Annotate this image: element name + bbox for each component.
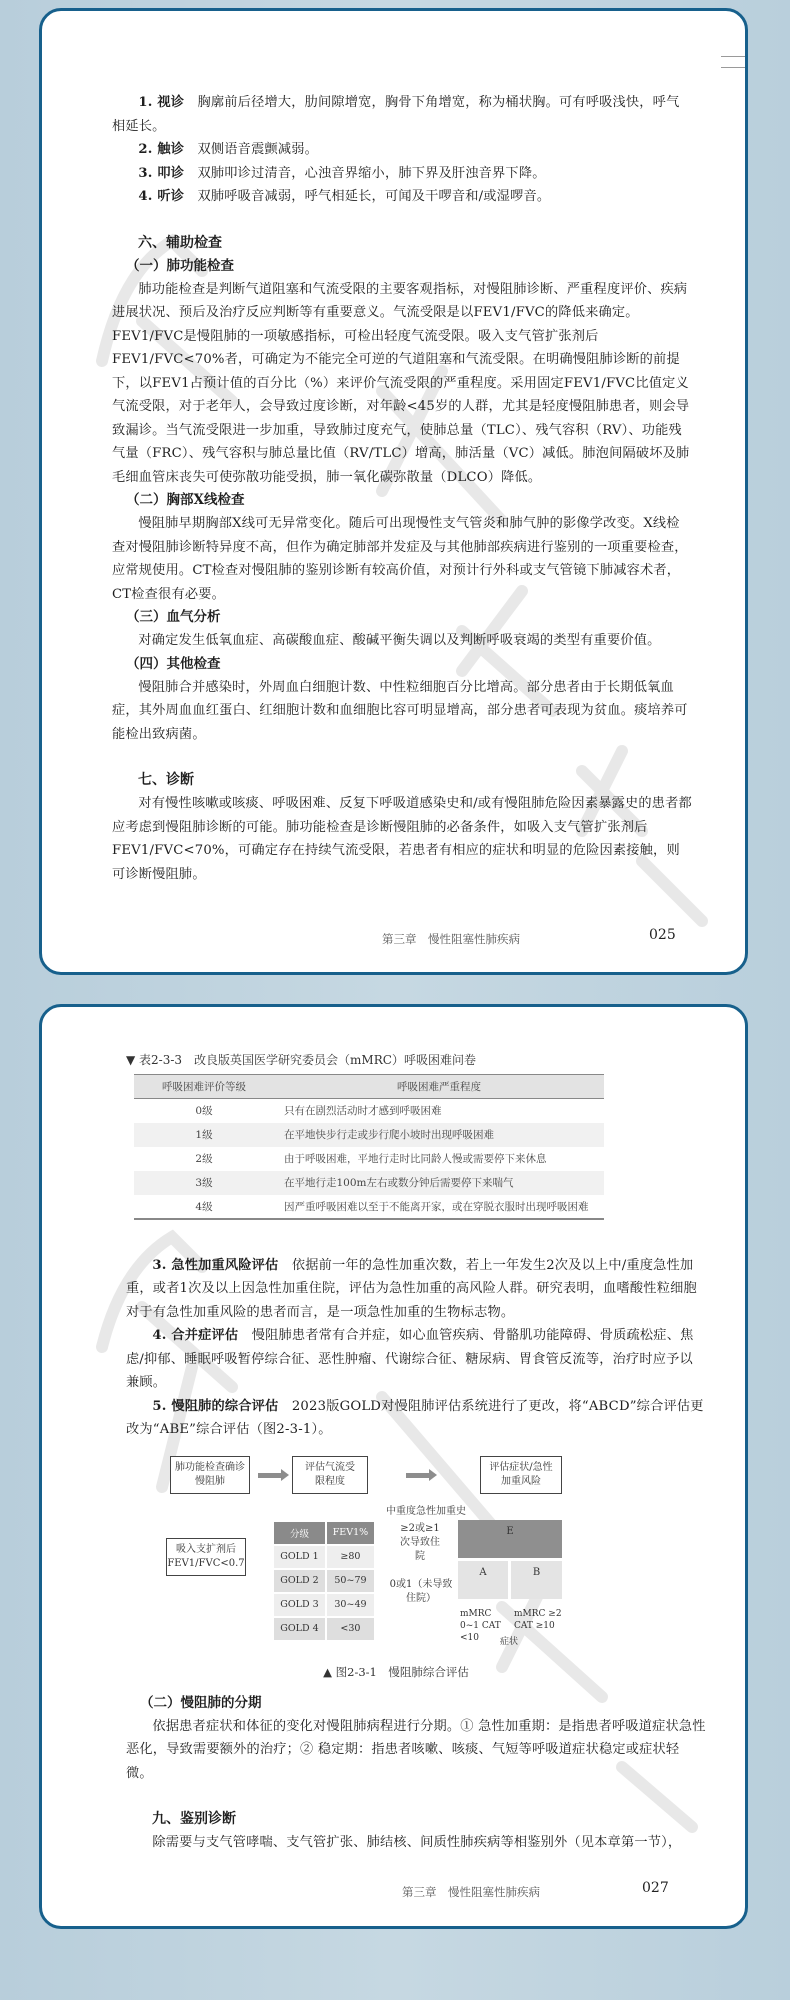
table-header-row (134, 1075, 604, 1099)
running-footer-chapter: 第三章 慢性阻塞性肺疾病 (382, 932, 520, 946)
paragraph: 5. 慢阻肺的综合评估 2023版GOLD对慢阻肺评估系统进行了更改，将“ABCD”综合评估更改为“ABE”综合评估（图2-3-1）。 (126, 1398, 704, 1437)
paragraph: 除需要与支气管哮喘、支气管扩张、肺结核、间质性肺疾病等相鉴别外（见本章第一节）， (152, 1835, 682, 1850)
symptom-high-label: mMRC ≥2 CAT ≥10 (514, 1608, 562, 1631)
group-b-cell: B (511, 1561, 562, 1599)
table-row: 4级 因严重呼吸困难以至于不能离开家，或在穿脱衣服时出现呼吸困难 (195, 1200, 589, 1213)
symptom-axis-label: 症状 (500, 1636, 519, 1647)
section-heading: 九、鉴别诊断 (152, 1811, 236, 1827)
paragraph: 4. 合并症评估 慢阻肺患者常有合并症，如心血管疾病、骨骼肌功能障碍、骨质疏松症、焦虑/抑郁、睡眠呼吸暂停综合征、恶性肿瘤、代谢综合征、糖尿病、胃食管反流等，治疗时应予以兼顾。 (126, 1328, 694, 1390)
section-heading: 六、辅助检查 (138, 234, 222, 251)
exam-item: 1. 视诊 胸廓前后径增大，肋间隙增宽，胸骨下角增宽，称为桶状胸。可有呼吸浅快，呼气相延长。 (112, 95, 680, 134)
high-risk-label: ≥2或≥1次导致住院 (400, 1522, 440, 1562)
column-header: 呼吸困难严重程度 (274, 1075, 604, 1099)
exam-item: 2. 触诊 双侧语音震颤减弱。 (138, 142, 319, 157)
table-row: 2级 由于呼吸困难，平地行走时比同龄人慢或需要停下来休息 (195, 1153, 547, 1165)
column-header: 呼吸困难评价等级 (134, 1075, 274, 1099)
table-row: 3级 在平地行走100m左右或数分钟后需要停下来喘气 (134, 1171, 604, 1195)
section-heading: 七、诊断 (138, 772, 194, 788)
book-page-025 (39, 8, 748, 975)
gold-grade-table: 分级 FEV1% GOLD 1 ≥80 GOLD 2 50~79 GOLD 3 30~49 GOLD 4 <30 (272, 1520, 376, 1642)
exam-item: 3. 叩诊 双肺叩诊过清音，心浊音界缩小，肺下界及肝浊音界下降。 (138, 165, 546, 181)
subsection-heading: （二）慢阻肺的分期 (140, 1694, 262, 1711)
subsection-heading: （二）胸部X线检查 (126, 492, 245, 508)
paragraph: 对有慢性咳嗽或咳痰、呼吸困难、反复下呼吸道感染史和/或有慢阻肺危险因素暴露史的患者都应考虑到慢阻肺诊断的可能。肺功能检查是诊断慢阻肺的必备条件，如吸入支气管扩张剂后FEV1/FVC<70%，可确定存在持续气流受限，若患者有相应的症状和明显的危险因素接触，则可诊断慢阻肺。 (112, 796, 692, 882)
group-e-cell: E (458, 1520, 562, 1558)
paragraph: 对确定发生低氧血症、高碳酸血症、酸碱平衡失调以及判断呼吸衰竭的类型有重要价值。 (138, 633, 661, 648)
paragraph: 肺功能检查是判断气道阻塞和气流受限的主要客观指标，对慢阻肺诊断、严重程度评价、疾病进展状况、预后及治疗反应判断等有重要意义。气流受限是以FEV1/FVC的降低来确定。FEV1/FVC是慢阻肺的一项敏感指标，可检出轻度气流受限。吸入支气管扩张剂后FEV1/FVC<70%者，可确定为不能完全可逆的气道阻塞和气流受限。在明确慢阻肺诊断的前提下，以FEV1占预计值的百分比（%）来评价气流受限的严重程度。采用固定FEV1/FVC比值定义气流受限，对于老年人，会导致过度诊断，对年龄<45岁的人群，尤其是轻度慢阻肺患者，则会导致漏诊。当气流受限进一步加重，导致肺过度充气，使肺总量（TLC）、残气容积（RV）、功能残气量（FRC）、残气容积与肺总量比值（RV/TLC）增高，肺活量（VC）减低。肺泡间隔破坏及肺毛细血管床丧失可使弥散功能受损，肺一氧化碳弥散量（DLCO）降低。 (112, 281, 690, 485)
figure-caption: ▲ 图2-3-1 慢阻肺综合评估 (323, 1664, 469, 1679)
table-row: 1级 在平地快步行走或步行爬小坡时出现呼吸困难 (134, 1123, 604, 1147)
mmrc-table (134, 1074, 604, 1220)
exacerbation-history-label: 中重度急性加重史 (386, 1505, 466, 1517)
arrow-right-icon (258, 1473, 282, 1478)
group-a-cell: A (458, 1561, 508, 1599)
page-number: 025 (649, 927, 676, 943)
page-number: 027 (642, 1880, 669, 1896)
table-row: 0级 只有在剧烈活动时才感到呼吸困难 (195, 1105, 442, 1118)
step-box-symptoms: 评估症状/急性加重风险 (480, 1456, 562, 1494)
table-caption: ▼ 表2-3-3 改良版英国医学研究委员会（mMRC）呼吸困难问卷 (126, 1053, 476, 1067)
paragraph: 慢阻肺早期胸部X线可无异常变化。随后可出现慢性支气管炎和肺气肿的影像学改变。X线检查对慢阻肺诊断特异度不高，但作为确定肺部并发症及与其他肺部疾病进行鉴别的一项重要检查，应常规使用。CT检查对慢阻肺的鉴别诊断有较高价值，对预计行外科或支气管镜下肺减容术者，CT检查很有必要。 (112, 516, 688, 602)
page-body (126, 1051, 706, 1855)
low-risk-label: 0或1（未导致住院） (389, 1578, 453, 1604)
exam-item: 4. 听诊 双肺呼吸音减弱，呼气相延长，可闻及干啰音和/或湿啰音。 (138, 189, 551, 204)
page-body (112, 91, 692, 886)
paragraph: 3. 急性加重风险评估 依据前一年的急性加重次数，若上一年发生2次及以上中/重度急性加重，或者1次及以上因急性加重住院，评估为急性加重的高风险人群。研究表明，血嗜酸性粒细胞对于有急性加重风险的患者而言，是一项急性加重的生物标志物。 (126, 1257, 697, 1320)
page-edge-mark (721, 56, 745, 57)
subsection-heading: （三）血气分析 (126, 609, 221, 625)
paragraph: 慢阻肺合并感染时，外周血白细胞计数、中性粒细胞百分比增高。部分患者由于长期低氧血症，其外周血血红蛋白、红细胞计数和血细胞比容可明显增高，部分患者可表现为贫血。痰培养可能检出致病菌。 (112, 679, 688, 742)
subsection-heading: （四）其他检查 (126, 655, 221, 672)
book-page-027 (39, 1004, 748, 1929)
spirometry-criteria-box: 吸入支扩剂后 FEV1/FVC<0.7 (166, 1538, 246, 1576)
paragraph: 依据患者症状和体征的变化对慢阻肺病程进行分期。① 急性加重期：是指患者呼吸道症状急性恶化，导致需要额外的治疗；② 稳定期：指患者咳嗽、咳痰、气短等呼吸道症状稳定或症状轻微。 (126, 1718, 706, 1781)
page-edge-mark (721, 67, 745, 68)
gold-abe-assessment-figure (166, 1456, 626, 1686)
symptom-low-label: mMRC 0~1 CAT <10 (460, 1608, 501, 1643)
step-box-airflow: 评估气流受限程度 (292, 1456, 368, 1494)
arrow-right-icon (406, 1473, 430, 1478)
running-footer-chapter: 第三章 慢性阻塞性肺疾病 (402, 1885, 540, 1899)
subsection-heading: （一）肺功能检查 (126, 257, 234, 274)
step-box-diagnosis: 肺功能检查确诊慢阻肺 (170, 1456, 250, 1494)
physical-exam-list (112, 91, 692, 209)
